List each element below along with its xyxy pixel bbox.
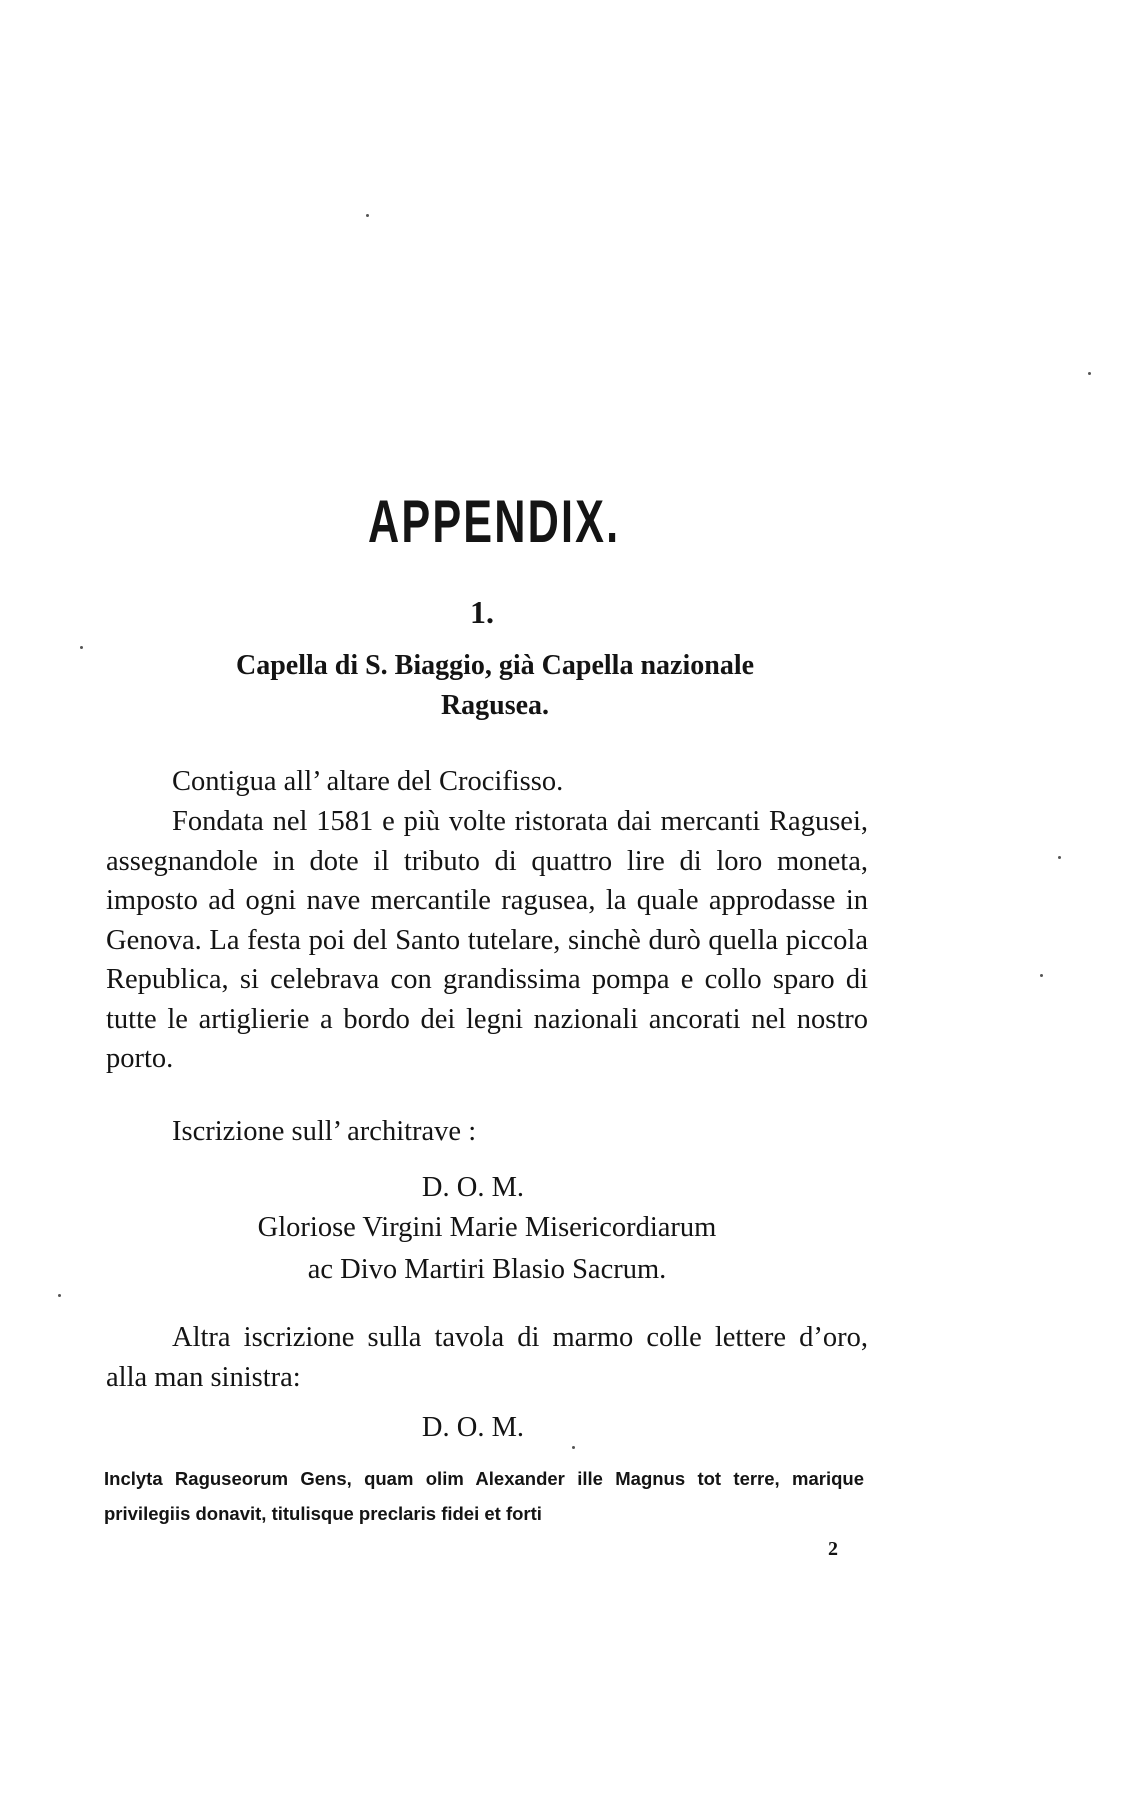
section-heading-line: Ragusea. [440, 690, 550, 721]
inscription-heading [106, 1408, 868, 1448]
signature-mark: 2 [828, 1538, 838, 1560]
paragraph-history: Fondata nel 1581 e più volte ristorata dai mercanti Ragusei, assegnandole in dote il tributo di quattro lire di loro moneta, imposto ad ogni nave mercantile ragusea, la quale approdasse in Genova. La festa poi del Santo tutelare, sinchè durò quella piccola Republica, si celebrava con grandissima pompa e collo sparo di tutte le artiglierie a bordo dei legni nazionali ancorati nel nostro porto. [106, 806, 868, 1074]
page-title: APPENDIX. [368, 488, 621, 555]
inscription-line: D. O. M. [421, 1172, 525, 1203]
inscription-latin-text: Inclyta Raguseorum Gens, quam olim Alexander ille Magnus tot terre, marique privilegiis donavit, titulisque preclaris fidei et forti [104, 1468, 864, 1524]
section-heading [150, 646, 840, 726]
scan-speck [1058, 856, 1061, 859]
paragraph-second-inscription: Altra iscrizione sulla tavola di marmo colle lettere d’oro, alla man sinistra: [106, 1322, 868, 1393]
scan-speck [58, 1294, 61, 1297]
inscription-line: Gloriose Virgini Marie Misericordiarum [257, 1212, 717, 1243]
inscription-line: ac Divo Martiri Blasio Sacrum. [307, 1254, 667, 1285]
inscription-line: D. O. M. [421, 1412, 525, 1443]
section-heading-line: Capella di S. Biaggio, già Capella nazionale [235, 650, 755, 681]
section-number: 1. [470, 594, 494, 630]
scan-speck [1088, 372, 1091, 375]
paragraph-inscription-intro: Iscrizione sull’ architrave : [172, 1116, 477, 1147]
scan-speck [1040, 974, 1043, 977]
paragraph-intro: Contigua all’ altare del Crocifisso. [172, 766, 564, 797]
scan-speck [80, 646, 83, 649]
scan-speck [366, 214, 369, 217]
inscription-heading [106, 1168, 868, 1208]
